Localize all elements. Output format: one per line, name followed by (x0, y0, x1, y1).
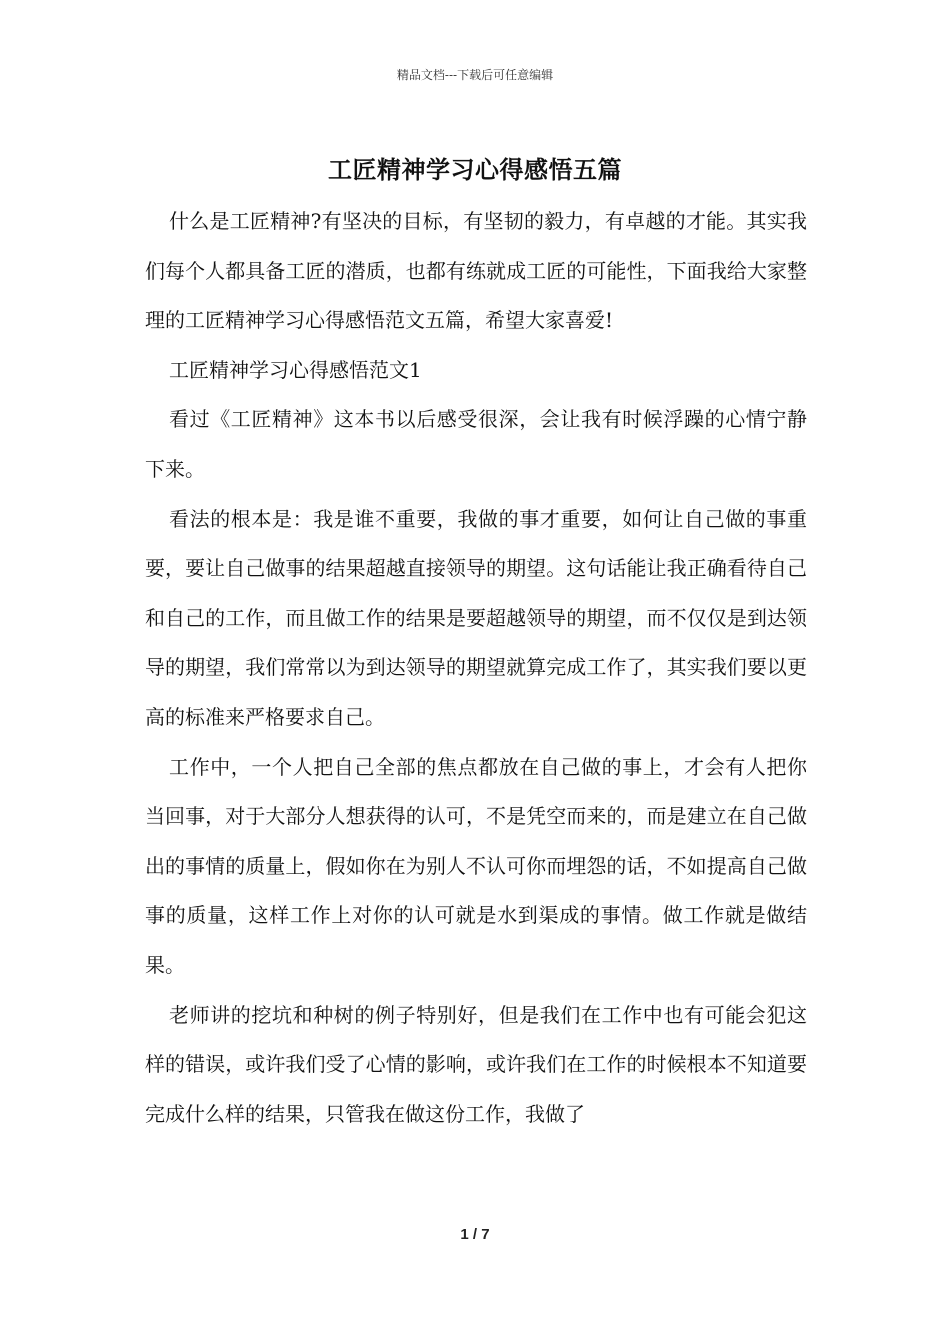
page-number: 1 / 7 (460, 1226, 490, 1243)
body-paragraph: 老师讲的挖坑和种树的例子特别好，但是我们在工作中也有可能会犯这样的错误，或许我们受了心情的影响，或许我们在工作的时候根本不知道要完成什么样的结果，只管我在做这份工作，我做了 (145, 1002, 807, 1126)
document-title: 工匠精神学习心得感悟五篇 (328, 155, 622, 184)
intro-paragraph: 什么是工匠精神?有坚决的目标，有坚韧的毅力，有卓越的才能。其实我们每个人都具备工匠的潜质，也都有练就成工匠的可能性，下面我给大家整理的工匠精神学习心得感悟范文五篇，希望大家喜爱! (145, 209, 807, 333)
body-paragraph: 看过《工匠精神》这本书以后感受很深，会让我有时候浮躁的心情宁静下来。 (145, 407, 807, 481)
header-note: 精品文档---下载后可任意编辑 (396, 68, 554, 82)
section-heading: 工匠精神学习心得感悟范文1 (169, 357, 422, 382)
body-paragraph: 看法的根本是：我是谁不重要，我做的事才重要，如何让自己做的事重要，要让自己做事的结果超越直接领导的期望。这句话能让我正确看待自己和自己的工作，而且做工作的结果是要超越领导的期望，而不仅仅是到达领导的期望，我们常常以为到达领导的期望就算完成工作了，其实我们要以更高的标准来严格要求自己。 (145, 506, 807, 729)
body-paragraph: 工作中，一个人把自己全部的焦点都放在自己做的事上，才会有人把你当回事，对于大部分人想获得的认可，不是凭空而来的，而是建立在自己做出的事情的质量上，假如你在为别人不认可你而埋怨的话，不如提高自己做事的质量，这样工作上对你的认可就是水到渠成的事情。做工作就是做结果。 (145, 754, 807, 977)
document-body (145, 197, 807, 1139)
